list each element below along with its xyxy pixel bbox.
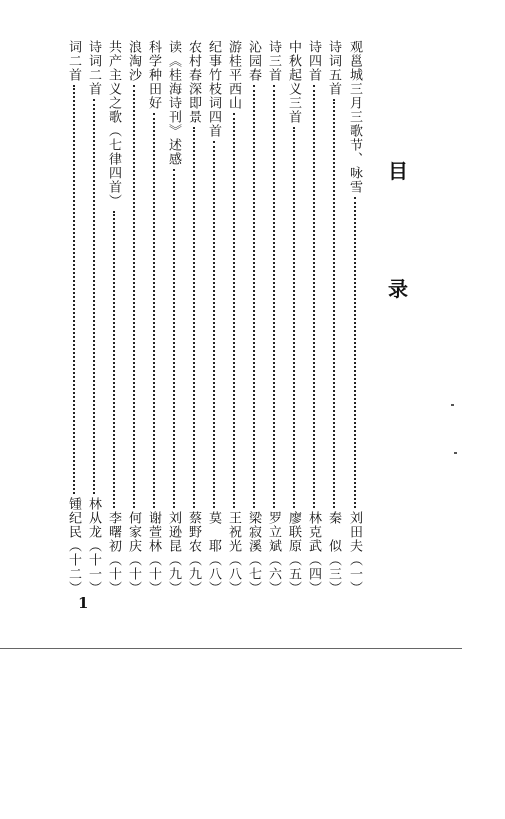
entry-title: 诗三首 — [266, 40, 281, 82]
entry-title: 读《桂海诗刊》述感 — [166, 40, 181, 166]
entry-title: 中秋起义三首 — [286, 40, 301, 124]
entry-author-page: 李曙初（十） — [106, 511, 121, 595]
toc-entry — [266, 40, 281, 595]
toc-entry — [146, 40, 161, 595]
entry-author-page: 梁寂溪（七） — [246, 511, 261, 595]
leader-dots — [333, 99, 335, 508]
entry-title: 沁园春 — [246, 40, 261, 82]
scan-speck — [454, 452, 457, 454]
entry-author-page: 何家庆（十） — [126, 511, 141, 595]
entry-author-page: 锺纪民（十二） — [66, 497, 81, 595]
entry-title: 诗四首 — [306, 40, 321, 82]
leader-dots — [73, 85, 75, 494]
leader-dots — [354, 197, 356, 508]
leader-dots — [113, 211, 115, 508]
entry-title: 浪淘沙 — [126, 40, 141, 82]
entry-author-page: 莫 耶（八） — [206, 511, 221, 595]
entry-author-page: 王祝光（八） — [226, 511, 241, 595]
entry-author-page: 刘田夫（一） — [347, 511, 362, 595]
leader-dots — [213, 141, 215, 508]
entry-title: 纪事竹枝词四首 — [206, 40, 221, 138]
entry-title: 科学种田好 — [146, 40, 161, 110]
leader-dots — [293, 127, 295, 508]
toc-entry — [106, 40, 121, 595]
leader-dots — [133, 85, 135, 508]
entry-title: 诗词二首 — [86, 40, 101, 96]
toc-entry — [126, 40, 141, 595]
entry-author-page: 蔡野农（九） — [186, 511, 201, 595]
entry-title: 游桂平西山 — [226, 40, 241, 110]
heading-char-2: 录 — [388, 277, 408, 301]
page-edge-line — [0, 648, 462, 649]
toc-entry — [186, 40, 201, 595]
entry-title: 共产主义之歌（七律四首） — [106, 40, 121, 208]
leader-dots — [193, 127, 195, 508]
entry-author-page: 廖联原（五） — [286, 511, 301, 595]
leader-dots — [313, 85, 315, 508]
leader-dots — [93, 99, 95, 494]
entry-author-page: 林从龙（十一） — [86, 497, 101, 595]
toc-entry — [286, 40, 301, 595]
entry-author-page: 刘逊昆（九） — [166, 511, 181, 595]
entry-author-page: 林克武（四） — [306, 511, 321, 595]
toc-entry — [66, 40, 81, 595]
entry-title: 农村春深即景 — [186, 40, 201, 124]
entry-title: 诗词五首 — [326, 40, 341, 96]
entry-title: 词二首 — [66, 40, 81, 82]
entry-title: 观邕城三月三歌节、咏雪 — [347, 40, 362, 194]
toc-entry — [86, 40, 101, 595]
table-of-contents — [0, 40, 505, 600]
leader-dots — [233, 113, 235, 508]
leader-dots — [153, 113, 155, 508]
toc-entry — [226, 40, 241, 595]
toc-entry — [306, 40, 321, 595]
toc-entry — [347, 40, 362, 595]
leader-dots — [253, 85, 255, 508]
entry-author-page: 罗立斌（六） — [266, 511, 281, 595]
entry-author-page: 谢萱林（十） — [146, 511, 161, 595]
page-number: 1 — [78, 594, 89, 612]
toc-entry — [246, 40, 261, 595]
heading-char-1: 目 — [388, 159, 408, 183]
toc-entry — [206, 40, 221, 595]
toc-entry — [166, 40, 181, 595]
leader-dots — [173, 169, 175, 508]
leader-dots — [273, 85, 275, 508]
scan-speck — [451, 404, 454, 406]
entry-author-page: 秦 似（三） — [326, 511, 341, 595]
toc-entry — [326, 40, 341, 595]
